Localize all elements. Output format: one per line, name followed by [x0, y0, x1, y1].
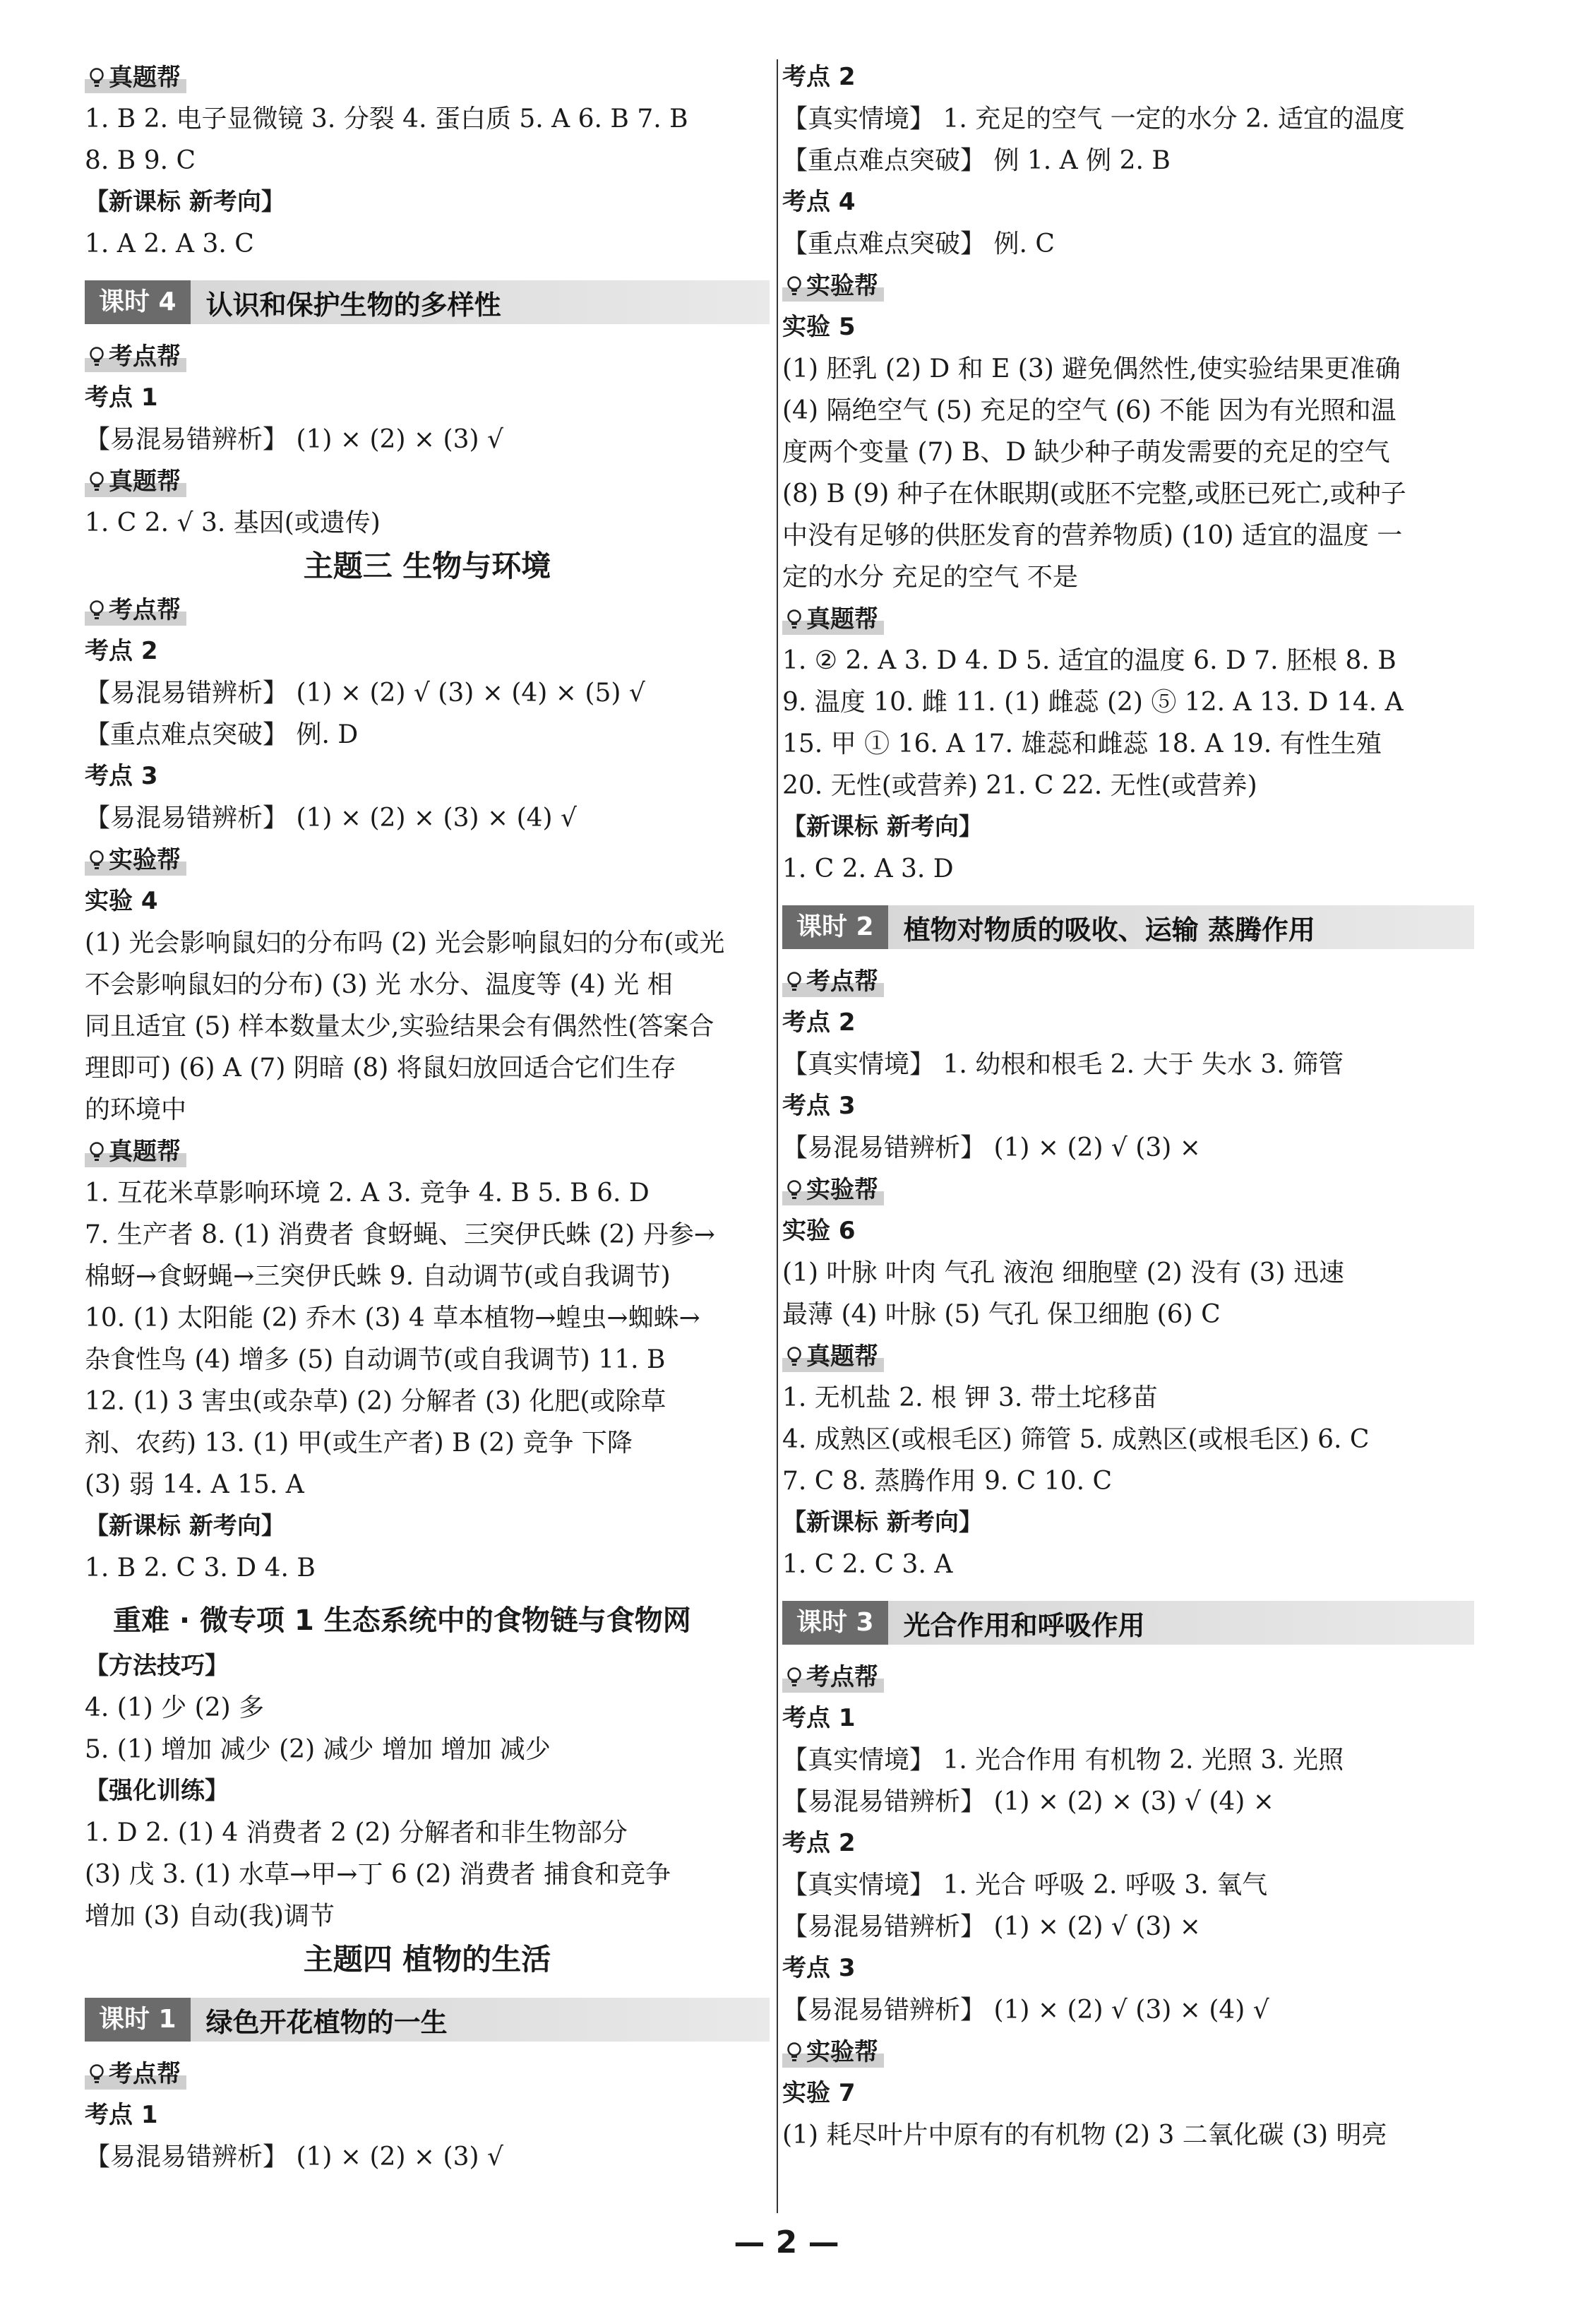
answer-line: 【易混易错辨析】 (1) × (2) × (3) √ (4) × [782, 1787, 1274, 1816]
help-heading [782, 960, 1474, 1002]
answer-line: 【重点难点突破】 例 1. A 例 2. B [782, 146, 1171, 175]
answer-line: 1. C 2. A 3. D [782, 854, 954, 883]
help-heading-text: 实验帮 [806, 272, 878, 300]
help-heading [782, 1335, 1474, 1377]
answer-line: 【重点难点突破】 例. C [782, 230, 1055, 258]
help-heading [782, 1169, 1474, 1210]
answer-line: 【易混易错辨析】 (1) × (2) √ (3) × (4) × (5) √ [85, 679, 645, 708]
page-number: — 2 — [734, 2224, 839, 2260]
answer-line: 定的水分 充足的空气 不是 [782, 563, 1078, 592]
answer-line: 棉蚜→食蚜蝇→三突伊氏蛛 9. 自动调节(或自我调节) [85, 1262, 671, 1291]
answer-line: 度两个变量 (7) B、D 缺少种子萌发需要的充足的空气 [782, 438, 1390, 467]
help-heading-text: 考点帮 [109, 342, 181, 371]
lightbulb-icon [88, 597, 106, 619]
section-label: 考点 2 [85, 637, 158, 665]
section-label: 考点 3 [782, 1092, 856, 1120]
help-heading [782, 2031, 1474, 2073]
answer-line: 1. 互花米草影响环境 2. A 3. 竞争 4. B 5. B 6. D [85, 1179, 650, 1208]
answer-line: 【真实情境】 1. 幼根和根毛 2. 大于 失水 3. 筛管 [782, 1050, 1344, 1079]
section-label: 考点 2 [782, 1008, 856, 1037]
answer-line: 4. 成熟区(或根毛区) 筛管 5. 成熟区(或根毛区) 6. C [782, 1425, 1370, 1454]
answer-line: 1. 无机盐 2. 根 钾 3. 带土坨移苗 [782, 1383, 1158, 1412]
answer-line: 的环境中 [85, 1095, 187, 1124]
help-heading [85, 1131, 770, 1172]
answer-line: 不会影响鼠妇的分布) (3) 光 水分、温度等 (4) 光 相 [85, 970, 673, 999]
section-label: 考点 3 [782, 1954, 856, 1982]
help-heading [782, 265, 1474, 306]
answer-line: (8) B (9) 种子在休眠期(或胚不完整,或胚已死亡,或种子 [782, 479, 1406, 508]
lightbulb-icon [88, 2061, 106, 2082]
answer-line: 12. (1) 3 害虫(或杂草) (2) 分解者 (3) 化肥(或除草 [85, 1387, 666, 1416]
help-heading [85, 335, 770, 377]
special-topic-heading: 重难 · 微专项 1 生态系统中的食物链与食物网 [113, 1604, 691, 1637]
lesson-title: 认识和保护生物的多样性 [205, 289, 501, 321]
help-heading-text: 实验帮 [806, 2038, 878, 2066]
help-heading-text: 真题帮 [109, 1138, 181, 1166]
answer-line: 【易混易错辨析】 (1) × (2) × (3) × (4) √ [85, 804, 577, 833]
theme-heading: 主题三 生物与环境 [303, 549, 551, 583]
answer-line: 1. ② 2. A 3. D 4. D 5. 适宜的温度 6. D 7. 胚根 8. B [782, 646, 1396, 675]
lightbulb-icon [785, 1664, 803, 1686]
answer-line: 7. C 8. 蒸腾作用 9. C 10. C [782, 1467, 1113, 1496]
lesson-title: 光合作用和呼吸作用 [903, 1609, 1145, 1641]
answer-line: 【重点难点突破】 例. D [85, 720, 359, 749]
section-label: 【新课标 新考向】 [782, 813, 983, 841]
answer-line: 【易混易错辨析】 (1) × (2) × (3) √ [85, 2143, 503, 2171]
answer-line: (4) 隔绝空气 (5) 充足的空气 (6) 不能 因为有光照和温 [782, 396, 1396, 425]
lesson-banner [782, 1601, 1474, 1645]
answer-line: 1. D 2. (1) 4 消费者 2 (2) 分解者和非生物部分 [85, 1818, 628, 1847]
lightbulb-icon [88, 65, 106, 86]
answer-line: 1. B 2. 电子显微镜 3. 分裂 4. 蛋白质 5. A 6. B 7. B [85, 105, 688, 133]
lightbulb-icon [785, 273, 803, 294]
answer-line: 10. (1) 太阳能 (2) 乔木 (3) 4 草本植物→蝗虫→蜘蛛→ [85, 1304, 700, 1333]
section-label: 【新课标 新考向】 [85, 188, 285, 216]
answer-line: 1. B 2. C 3. D 4. B [85, 1554, 316, 1583]
help-heading-text: 考点帮 [109, 596, 181, 624]
answer-line: 4. (1) 少 (2) 多 [85, 1693, 265, 1722]
lightbulb-icon [88, 344, 106, 365]
left-column [85, 56, 770, 2178]
lightbulb-icon [785, 969, 803, 990]
lesson-number: 课时 4 [85, 280, 191, 324]
answer-line: 【易混易错辨析】 (1) × (2) √ (3) × [782, 1133, 1201, 1162]
answer-line: 理即可) (6) A (7) 阴暗 (8) 将鼠妇放回适合它们生存 [85, 1054, 676, 1083]
section-label: 考点 1 [85, 383, 158, 412]
answer-line: (1) 胚乳 (2) D 和 E (3) 避免偶然性,使实验结果更准确 [782, 354, 1401, 383]
answer-line: (1) 光会影响鼠妇的分布吗 (2) 光会影响鼠妇的分布(或光 [85, 929, 725, 958]
lightbulb-icon [785, 1177, 803, 1198]
theme-heading: 主题四 植物的生活 [303, 1942, 551, 1977]
answer-line: 【易混易错辨析】 (1) × (2) × (3) √ [85, 425, 503, 454]
help-heading-text: 真题帮 [109, 467, 181, 496]
section-label: 考点 4 [782, 188, 856, 216]
help-heading-text: 考点帮 [806, 1663, 878, 1691]
answer-line: 【易混易错辨析】 (1) × (2) √ (3) × [782, 1912, 1201, 1941]
answer-line: (1) 叶脉 叶肉 气孔 液泡 细胞壁 (2) 没有 (3) 迅速 [782, 1258, 1344, 1287]
lightbulb-icon [88, 847, 106, 869]
answer-line: 【真实情境】 1. 光合 呼吸 2. 呼吸 3. 氧气 [782, 1871, 1268, 1900]
section-label: 实验 7 [782, 2079, 856, 2107]
lightbulb-icon [88, 469, 106, 490]
answer-line: 20. 无性(或营养) 21. C 22. 无性(或营养) [782, 771, 1257, 800]
lightbulb-icon [88, 1139, 106, 1160]
help-heading [85, 589, 770, 631]
lesson-title: 绿色开花植物的一生 [205, 2006, 448, 2038]
right-column [782, 56, 1474, 2156]
help-heading [85, 2053, 770, 2094]
answer-line: 杂食性鸟 (4) 增多 (5) 自动调节(或自我调节) 11. B [85, 1345, 666, 1374]
help-heading-text: 考点帮 [806, 967, 878, 996]
section-label: 考点 3 [85, 762, 158, 790]
lesson-number: 课时 2 [782, 905, 888, 949]
help-heading [85, 56, 770, 98]
section-label: 实验 5 [782, 313, 856, 341]
help-heading [85, 460, 770, 502]
help-heading [85, 839, 770, 881]
help-heading-text: 实验帮 [109, 846, 181, 874]
lesson-number: 课时 1 [85, 1998, 191, 2042]
help-heading-text: 考点帮 [109, 2060, 181, 2088]
lightbulb-icon [785, 607, 803, 628]
section-label: 考点 1 [782, 1704, 856, 1732]
answer-line: 【真实情境】 1. 光合作用 有机物 2. 光照 3. 光照 [782, 1746, 1344, 1775]
answer-line: 1. C 2. √ 3. 基因(或遗传) [85, 508, 381, 537]
answer-line: 8. B 9. C [85, 146, 196, 175]
lesson-banner [782, 905, 1474, 949]
help-heading-text: 实验帮 [806, 1176, 878, 1204]
lesson-title: 植物对物质的吸收、运输 蒸腾作用 [903, 914, 1315, 946]
section-label: 【方法技巧】 [85, 1652, 229, 1680]
answer-line: 5. (1) 增加 减少 (2) 减少 增加 增加 减少 [85, 1735, 551, 1764]
answer-line: 15. 甲 ① 16. A 17. 雄蕊和雌蕊 18. A 19. 有性生殖 [782, 729, 1382, 758]
lesson-number: 课时 3 [782, 1601, 888, 1645]
answer-line: 1. C 2. C 3. A [782, 1550, 953, 1579]
answer-line: 增加 (3) 自动(我)调节 [85, 1902, 335, 1931]
section-label: 【强化训练】 [85, 1777, 229, 1805]
answer-line: 剂、农药) 13. (1) 甲(或生产者) B (2) 竞争 下降 [85, 1429, 633, 1458]
help-heading-text: 真题帮 [806, 1342, 878, 1371]
answer-line: 同且适宜 (5) 样本数量太少,实验结果会有偶然性(答案合 [85, 1012, 714, 1041]
section-label: 考点 2 [782, 63, 856, 91]
section-label: 考点 2 [782, 1829, 856, 1857]
answer-line: 最薄 (4) 叶脉 (5) 气孔 保卫细胞 (6) C [782, 1300, 1221, 1329]
section-label: 【新课标 新考向】 [85, 1512, 285, 1540]
answer-line: 1. A 2. A 3. C [85, 230, 254, 258]
answer-line: 7. 生产者 8. (1) 消费者 食蚜蝇、三突伊氏蛛 (2) 丹参→ [85, 1220, 715, 1249]
lesson-banner [85, 280, 770, 324]
help-heading-text: 真题帮 [109, 64, 181, 92]
help-heading [782, 598, 1474, 640]
answer-line: 中没有足够的供胚发育的营养物质) (10) 适宜的温度 一 [782, 521, 1403, 550]
answer-line: 9. 温度 10. 雌 11. (1) 雌蕊 (2) ⑤ 12. A 13. D 14. A [782, 688, 1404, 717]
answer-line: 【真实情境】 1. 充足的空气 一定的水分 2. 适宜的温度 [782, 105, 1405, 133]
answer-line: (3) 弱 14. A 15. A [85, 1470, 304, 1499]
answer-line: (1) 耗尽叶片中原有的有机物 (2) 3 二氧化碳 (3) 明亮 [782, 2121, 1387, 2150]
lightbulb-icon [785, 2039, 803, 2061]
section-label: 实验 4 [85, 887, 158, 915]
column-divider [777, 59, 778, 2213]
section-label: 考点 1 [85, 2101, 158, 2129]
section-label: 【新课标 新考向】 [782, 1508, 983, 1537]
help-heading [782, 1656, 1474, 1698]
lightbulb-icon [785, 1344, 803, 1365]
answer-line: 【易混易错辨析】 (1) × (2) √ (3) × (4) √ [782, 1996, 1269, 2025]
lesson-banner [85, 1998, 770, 2042]
answer-line: (3) 戊 3. (1) 水草→甲→丁 6 (2) 消费者 捕食和竞争 [85, 1860, 671, 1889]
help-heading-text: 真题帮 [806, 605, 878, 633]
section-label: 实验 6 [782, 1217, 856, 1245]
